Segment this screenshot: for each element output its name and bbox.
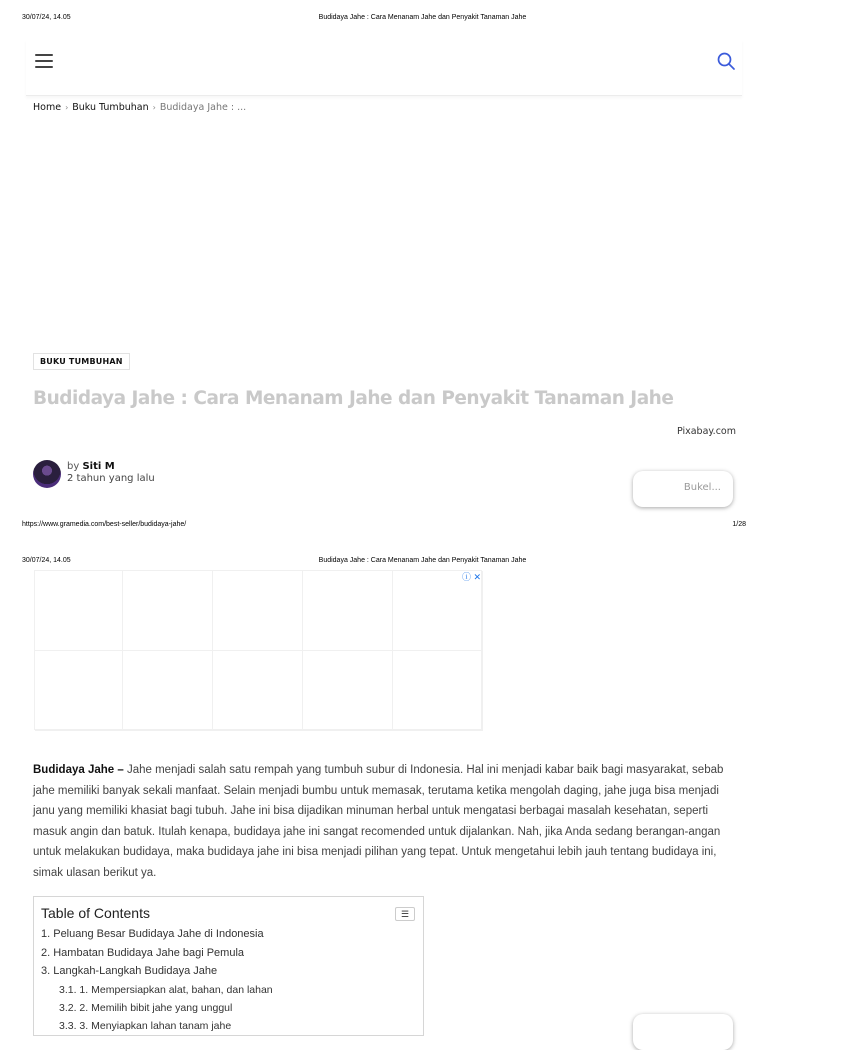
published-time: 2 tahun yang lalu xyxy=(67,473,155,484)
print-datetime: 30/07/24, 14.05 xyxy=(22,14,71,21)
author-avatar[interactable] xyxy=(33,460,61,488)
toc-sublink[interactable]: 3.2. 2. Memilih bibit jahe yang unggul xyxy=(59,1001,233,1014)
breadcrumb xyxy=(33,102,246,113)
floating-action-button[interactable]: Bukel... xyxy=(633,471,733,507)
top-navigation-bar xyxy=(26,40,742,96)
print-page-number: 1/28 xyxy=(732,521,746,528)
article-title: Budidaya Jahe : Cara Menanam Jahe dan Penyakit Tanaman Jahe xyxy=(33,388,674,409)
ad-choices-close-icon[interactable]: ⓘ ✕ xyxy=(462,572,482,582)
breadcrumb-separator-icon: › xyxy=(65,103,69,112)
print-title: Budidaya Jahe : Cara Menanam Jahe dan Penyakit Tanaman Jahe xyxy=(318,14,527,21)
toc-link[interactable]: 3. Langkah-Langkah Budidaya Jahe xyxy=(41,965,218,977)
table-of-contents xyxy=(33,896,424,1036)
search-icon[interactable] xyxy=(716,51,736,71)
toc-link[interactable]: 2. Hambatan Budidaya Jahe bagi Pemula xyxy=(41,946,245,959)
breadcrumb-current: Budidaya Jahe : ... xyxy=(159,102,247,113)
toc-link[interactable]: 1. Peluang Besar Budidaya Jahe di Indonesia xyxy=(41,928,264,940)
breadcrumb-home-link[interactable]: Home xyxy=(33,102,62,113)
floating-action-button[interactable] xyxy=(633,1014,733,1050)
author-prefix: by xyxy=(67,461,80,472)
print-title: Budidaya Jahe : Cara Menanam Jahe dan Penyakit Tanaman Jahe xyxy=(318,557,527,564)
author-info xyxy=(67,461,155,485)
print-datetime: 30/07/24, 14.05 xyxy=(22,557,71,564)
hamburger-icon[interactable] xyxy=(35,54,53,68)
breadcrumb-category-link[interactable]: Buku Tumbuhan xyxy=(72,102,149,113)
author-name-link[interactable]: Siti M xyxy=(82,461,115,472)
intro-lead: Budidaya Jahe – xyxy=(33,764,124,776)
print-url: https://www.gramedia.com/best-seller/budidaya-jahe/ xyxy=(22,521,187,528)
intro-body: Jahe menjadi salah satu rempah yang tumbuh subur di Indonesia. Hal ini menjadi kabar baik bagi masyarakat, sebab jahe memiliki banyak sekali manfaat. Selain menjadi bumbu untuk memasak, terutama ketika mengolah daging, jahe juga bisa menjadi janu yang memiliki khasiat bagi tubuh. Jahe ini bisa dijadikan minuman herbal untuk mengatasi berbagai masalah kesehatan, seperti masuk angin dan batuk. Itulah kenapa, budidaya jahe ini sangat recomended untuk dijalankan. Nah, jika Anda sedang berangan-angan untuk melakukan budidaya, maka budidaya jahe ini bisa menjadi pilihan yang tepat. Untuk mengetahui lebih jauh tentang budidaya ini, simak ulasan berikut ya. xyxy=(33,764,724,879)
toc-sublink[interactable]: 3.3. 3. Menyiapkan lahan tanam jahe xyxy=(59,1019,232,1032)
article-intro xyxy=(33,760,727,883)
toc-sublink[interactable]: 3.1. 1. Mempersiapkan alat, bahan, dan lahan xyxy=(59,983,273,996)
ad-banner[interactable] xyxy=(34,570,482,730)
image-credit: Pixabay.com xyxy=(676,426,736,437)
toc-title: Table of Contents xyxy=(41,905,150,921)
breadcrumb-separator-icon: › xyxy=(152,103,156,112)
category-tag[interactable]: BUKU TUMBUHAN xyxy=(33,353,130,370)
toc-toggle-icon[interactable]: ☰ xyxy=(395,907,415,921)
